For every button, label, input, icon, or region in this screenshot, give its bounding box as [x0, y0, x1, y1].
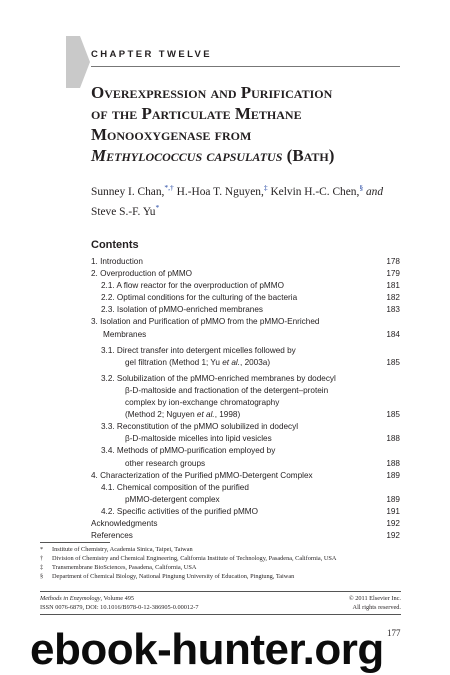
journal-volume	[40, 594, 134, 603]
publication-rule-bottom	[40, 614, 401, 615]
publication-rule-top	[40, 591, 401, 592]
toc-text-part: , 1998)	[214, 410, 241, 420]
volume: , Volume 495	[100, 595, 135, 602]
toc-text-italic: et al.	[196, 410, 215, 420]
toc-entry-text: 3. Isolation and Purification of pMMO from the pMMO-Enriched	[91, 317, 320, 327]
rights: All rights reserved.	[352, 604, 401, 611]
toc-entry-text: References	[91, 531, 133, 541]
toc-entry[interactable]	[91, 256, 400, 268]
toc-entry-text: 3.4. Methods of pMMO-purification employed by	[101, 446, 276, 456]
author-2-affil[interactable]: ‡	[263, 183, 268, 192]
toc-entry-text: 2. Overproduction of pMMO	[91, 269, 193, 279]
toc-entry[interactable]	[91, 482, 400, 494]
title-line-1: Overexpression and Purification	[91, 83, 333, 102]
toc-entry-text: 4.2. Specific activities of the purified pMMO	[101, 506, 258, 516]
footnote-mark: ‡	[40, 563, 44, 571]
toc-entry[interactable]	[91, 304, 400, 316]
title-strain: (Bath)	[282, 146, 335, 165]
author-list	[91, 180, 411, 220]
toc-entry[interactable]	[91, 445, 400, 457]
toc-entry-text: 1. Introduction	[91, 257, 143, 266]
toc-entry-page: 184	[386, 329, 400, 339]
author-1: Sunney I. Chan,	[91, 185, 165, 198]
footnote	[40, 564, 405, 573]
chapter-label: CHAPTER TWELVE	[91, 49, 213, 60]
author-2: H.-Hoa T. Nguyen,	[173, 185, 264, 198]
toc-entry-continued[interactable]	[91, 357, 400, 369]
footnote	[40, 546, 405, 555]
toc-entry-continued[interactable]	[91, 494, 400, 506]
toc-entry-continued[interactable]	[91, 397, 400, 409]
watermark-logo: ebook-hunter.org	[30, 625, 384, 674]
contents-heading: Contents	[91, 239, 139, 251]
footnote-text: Institute of Chemistry, Academia Sinica, Taipei, Taiwan	[52, 546, 193, 553]
toc-entry-page: 179	[386, 269, 400, 279]
toc-entry[interactable]	[91, 421, 400, 433]
toc-entry-text: pMMO-detergent complex	[125, 494, 220, 504]
toc-entry-page: 183	[386, 305, 400, 315]
toc-entry[interactable]	[91, 373, 400, 385]
toc-entry[interactable]	[91, 506, 400, 518]
title-organism: Methylococcus capsulatus	[91, 146, 283, 165]
toc-entry-continued[interactable]	[91, 329, 400, 341]
toc-entry-text: Acknowledgments	[91, 518, 158, 528]
toc-entry-continued[interactable]	[91, 385, 400, 397]
toc-entry-text: 3.1. Direct transfer into detergent micelles followed by	[101, 345, 296, 355]
author-3-affil[interactable]: §	[359, 183, 364, 192]
toc-entry-continued[interactable]	[91, 433, 400, 445]
toc-entry-text: Membranes	[103, 329, 147, 339]
issn-doi[interactable]: ISSN 0076-6879, DOI: 10.1016/B978-0-12-386905-0.00012-7	[40, 604, 199, 611]
toc-entry[interactable]	[91, 268, 400, 280]
toc-entry-page: 188	[386, 434, 400, 444]
footnote-text: Transmembrane BioSciences, Pasadena, California, USA	[52, 563, 197, 571]
toc-entry-page: 182	[386, 293, 400, 303]
toc-text-italic: et al.	[222, 357, 241, 367]
toc-entry[interactable]	[91, 530, 400, 542]
toc-entry-page: 185	[386, 357, 400, 367]
toc-entry-text: 4. Characterization of the Purified pMMO-Detergent Complex	[91, 470, 313, 480]
toc-entry-text: 3.3. Reconstitution of the pMMO solubilized in dodecyl	[101, 422, 299, 432]
toc-entry-text: complex by ion-exchange chromatography	[125, 398, 280, 408]
footnote	[40, 555, 405, 564]
toc-entry-page: 189	[386, 494, 400, 504]
toc-entry-page: 189	[386, 470, 400, 480]
toc-entry-page: 192	[386, 518, 400, 528]
chapter-title	[91, 82, 401, 166]
footnote-rule	[40, 542, 110, 543]
toc-entry-page: 192	[386, 531, 400, 541]
toc-entry-text: β-D-maltoside and fractionation of the detergent–protein	[125, 385, 329, 395]
affiliation-footnotes	[40, 546, 405, 582]
footnote	[40, 573, 405, 582]
toc-entry-text	[125, 409, 382, 421]
toc-entry-text: β-D-maltoside micelles into lipid vesicles	[125, 434, 272, 444]
toc-text-part: , 2003a)	[240, 357, 271, 367]
toc-text-part: gel filtration (Method 1; Yu	[125, 357, 223, 367]
author-1-affil[interactable]: *,†	[164, 183, 174, 192]
toc-entry-text: 4.1. Chemical composition of the purified	[101, 482, 249, 492]
toc-entry-text: 2.2. Optimal conditions for the culturing of the bacteria	[101, 293, 298, 303]
title-line-4	[91, 145, 401, 166]
toc-entry-text: 3.2. Solubilization of the pMMO-enriched membranes by dodecyl	[101, 373, 336, 383]
chapter-rule	[91, 66, 400, 67]
table-of-contents	[91, 256, 400, 542]
toc-entry-page: 178	[386, 257, 400, 266]
toc-entry[interactable]	[91, 316, 400, 328]
toc-entry-text: 2.1. A flow reactor for the overproduction of pMMO	[101, 281, 284, 291]
footnote-mark: §	[40, 572, 44, 580]
toc-entry-page: 191	[386, 506, 400, 516]
toc-entry-page: 181	[386, 281, 400, 291]
footnote-mark: *	[40, 546, 44, 553]
toc-entry-text	[125, 357, 382, 369]
toc-entry-page: 185	[386, 410, 400, 420]
toc-entry[interactable]	[91, 470, 400, 482]
toc-text-part: (Method 2; Nguyen	[125, 410, 197, 420]
author-3: Kelvin H.-C. Chen,	[267, 185, 360, 198]
toc-entry[interactable]	[91, 292, 400, 304]
copyright: © 2011 Elsevier Inc.	[348, 595, 401, 602]
journal-name: Methods in Enzymology	[40, 595, 101, 602]
footnote-text: Division of Chemistry and Chemical Engineering, California Institute of Technology, Pasadena, California, USA	[52, 554, 337, 562]
toc-entry-text: other research groups	[125, 458, 206, 468]
toc-entry-text: 2.3. Isolation of pMMO-enriched membranes	[101, 305, 264, 315]
title-line-3: Monooxygenase from	[91, 125, 252, 144]
toc-entry[interactable]	[91, 280, 400, 292]
title-line-2: of the Particulate Methane	[91, 104, 302, 123]
author-4: Steve S.-F. Yu	[91, 205, 156, 218]
toc-entry-continued[interactable]	[91, 409, 400, 421]
toc-entry[interactable]	[91, 345, 400, 357]
toc-entry-continued[interactable]	[91, 458, 400, 470]
footnote-mark: †	[40, 554, 44, 562]
toc-entry-page: 188	[386, 458, 400, 468]
toc-entry[interactable]	[91, 518, 400, 530]
page-number: 177	[387, 628, 401, 638]
chapter-tab-marker	[66, 36, 80, 88]
footnote-text: Department of Chemical Biology, National Pingtung University of Education, Pingtung, Taiwan	[52, 572, 295, 580]
author-and: and	[363, 185, 384, 198]
author-4-affil[interactable]: *	[155, 202, 160, 212]
publication-info	[40, 594, 401, 612]
